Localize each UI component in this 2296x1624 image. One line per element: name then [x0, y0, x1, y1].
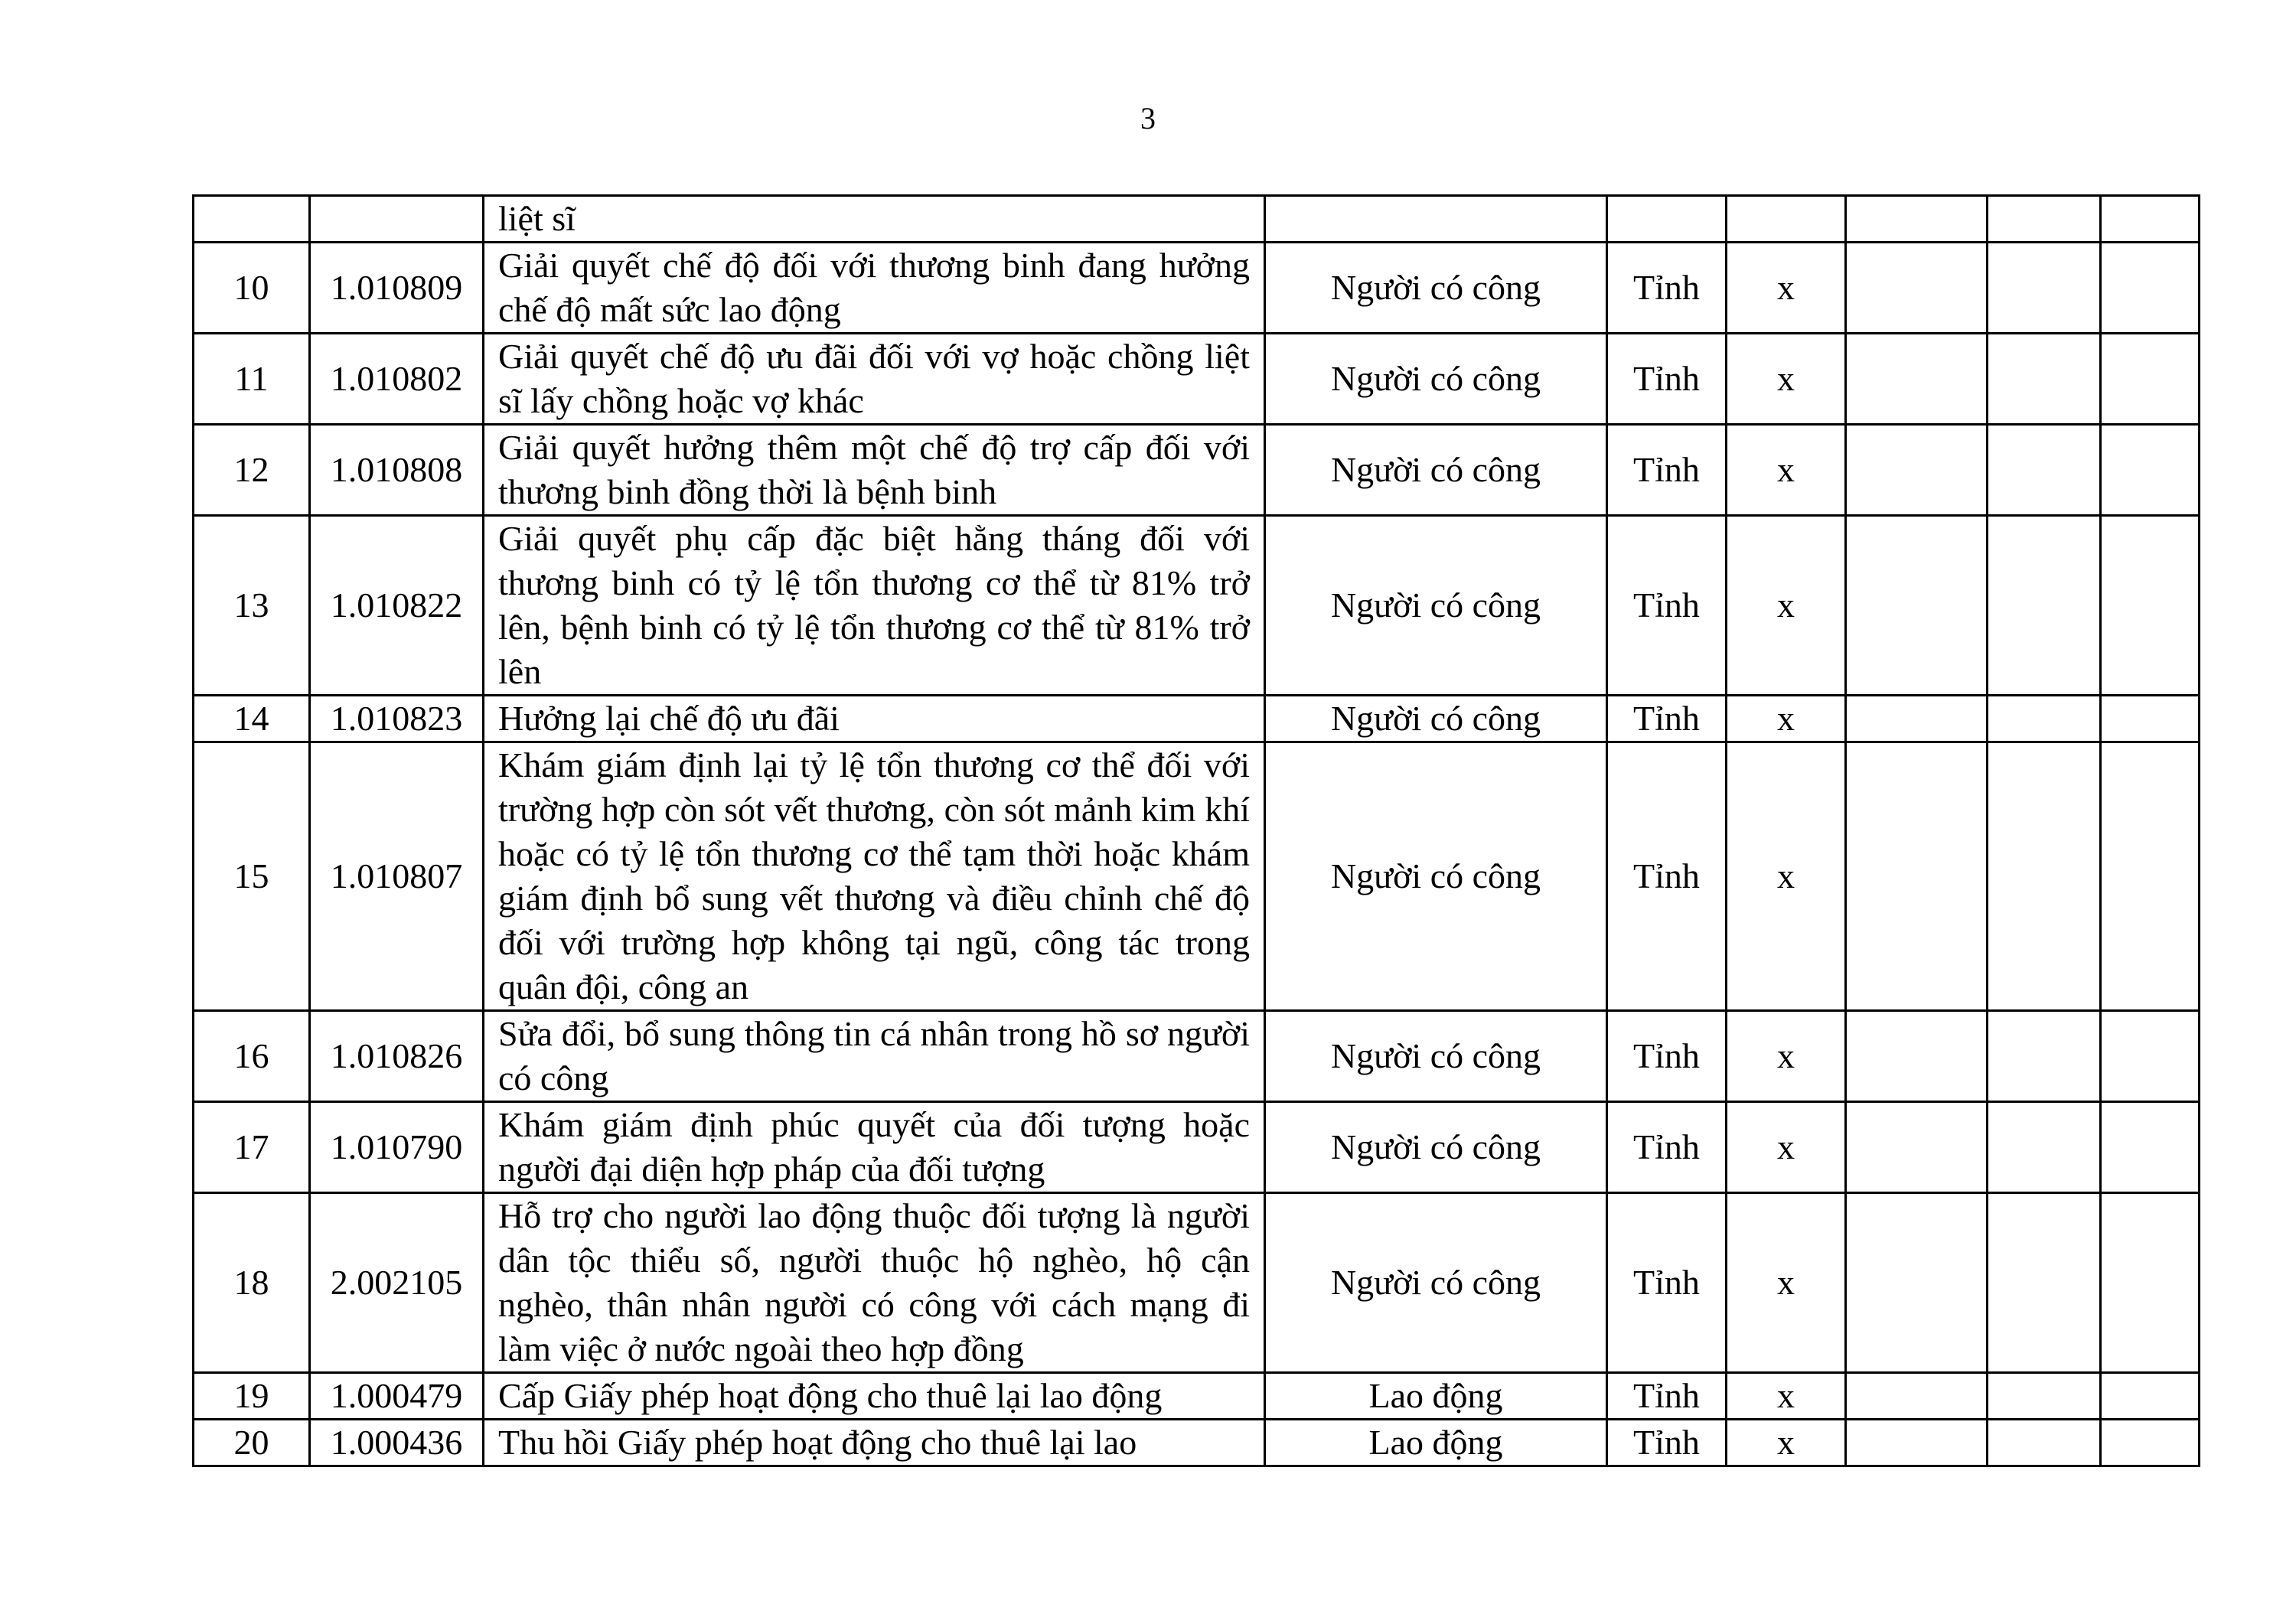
procedure-name: Giải quyết hưởng thêm một chế độ trợ cấp đối với thương binh đồng thời là bệnh binh	[484, 425, 1265, 516]
empty-cell	[2101, 1420, 2200, 1466]
procedure-code: 1.010808	[310, 425, 484, 516]
procedure-name: Thu hồi Giấy phép hoạt động cho thuê lại lao	[484, 1420, 1265, 1466]
row-number: 13	[194, 516, 310, 696]
empty-cell	[2101, 1373, 2200, 1420]
procedure-mark: x	[1727, 1373, 1846, 1420]
empty-cell	[1846, 425, 1988, 516]
procedure-code: 1.010807	[310, 742, 484, 1011]
empty-cell	[1846, 516, 1988, 696]
empty-cell	[2101, 334, 2200, 425]
row-number: 11	[194, 334, 310, 425]
empty-cell	[1846, 196, 1988, 243]
procedure-code: 1.010802	[310, 334, 484, 425]
empty-cell	[1988, 516, 2101, 696]
procedure-mark: x	[1727, 1193, 1846, 1373]
procedure-level: Tỉnh	[1607, 425, 1727, 516]
procedure-name: liệt sĩ	[484, 196, 1265, 243]
procedure-name: Giải quyết chế độ đối với thương binh đang hưởng chế độ mất sức lao động	[484, 243, 1265, 334]
procedure-code: 1.000479	[310, 1373, 484, 1420]
empty-cell	[1988, 696, 2101, 742]
table-row	[194, 696, 2200, 742]
procedure-code: 1.010822	[310, 516, 484, 696]
procedure-code: 1.010826	[310, 1011, 484, 1102]
procedure-code: 1.010823	[310, 696, 484, 742]
procedure-field: Người có công	[1265, 696, 1607, 742]
procedure-name: Cấp Giấy phép hoạt động cho thuê lại lao động	[484, 1373, 1265, 1420]
procedure-name: Giải quyết chế độ ưu đãi đối với vợ hoặc chồng liệt sĩ lấy chồng hoặc vợ khác	[484, 334, 1265, 425]
row-number: 16	[194, 1011, 310, 1102]
procedure-level: Tỉnh	[1607, 1193, 1727, 1373]
procedure-field: Người có công	[1265, 425, 1607, 516]
empty-cell	[2101, 516, 2200, 696]
row-number: 14	[194, 696, 310, 742]
empty-cell	[1846, 243, 1988, 334]
procedure-code	[310, 196, 484, 243]
procedure-mark: x	[1727, 516, 1846, 696]
empty-cell	[1988, 1193, 2101, 1373]
row-number: 17	[194, 1102, 310, 1193]
procedure-mark: x	[1727, 1420, 1846, 1466]
empty-cell	[1846, 696, 1988, 742]
procedure-mark	[1727, 196, 1846, 243]
procedure-level: Tỉnh	[1607, 1102, 1727, 1193]
empty-cell	[1988, 1011, 2101, 1102]
empty-cell	[1988, 1373, 2101, 1420]
table-row	[194, 1373, 2200, 1420]
procedure-level: Tỉnh	[1607, 334, 1727, 425]
empty-cell	[1988, 425, 2101, 516]
procedure-table-body	[194, 196, 2200, 1466]
empty-cell	[1988, 196, 2101, 243]
empty-cell	[1988, 243, 2101, 334]
procedure-mark: x	[1727, 1102, 1846, 1193]
empty-cell	[1846, 1373, 1988, 1420]
row-number: 20	[194, 1420, 310, 1466]
procedure-field: Lao động	[1265, 1420, 1607, 1466]
row-number: 12	[194, 425, 310, 516]
empty-cell	[1988, 742, 2101, 1011]
procedure-mark: x	[1727, 243, 1846, 334]
page-number: 3	[1140, 101, 1156, 135]
table-row	[194, 425, 2200, 516]
empty-cell	[1846, 1193, 1988, 1373]
procedure-field: Người có công	[1265, 516, 1607, 696]
empty-cell	[1846, 1011, 1988, 1102]
procedure-name: Khám giám định lại tỷ lệ tổn thương cơ thể đối với trường hợp còn sót vết thương, còn sót mảnh kim khí hoặc có tỷ lệ tổn thương cơ thể tạm thời hoặc khám giám định bổ sung vết thương và điều chỉnh chế độ đối với trường hợp không tại ngũ, công tác trong quân đội, công an	[484, 742, 1265, 1011]
table-row	[194, 243, 2200, 334]
table-row	[194, 334, 2200, 425]
empty-cell	[2101, 425, 2200, 516]
empty-cell	[1988, 334, 2101, 425]
procedure-level: Tỉnh	[1607, 742, 1727, 1011]
procedure-level: Tỉnh	[1607, 516, 1727, 696]
procedure-field: Người có công	[1265, 243, 1607, 334]
empty-cell	[1846, 1420, 1988, 1466]
table-row	[194, 1011, 2200, 1102]
row-number: 15	[194, 742, 310, 1011]
row-number: 18	[194, 1193, 310, 1373]
table-row	[194, 742, 2200, 1011]
empty-cell	[1846, 334, 1988, 425]
procedure-field: Người có công	[1265, 334, 1607, 425]
procedure-code: 1.010809	[310, 243, 484, 334]
procedure-name: Hỗ trợ cho người lao động thuộc đối tượng là người dân tộc thiểu số, người thuộc hộ nghèo, hộ cận nghèo, thân nhân người có công với cách mạng đi làm việc ở nước ngoài theo hợp đồng	[484, 1193, 1265, 1373]
procedure-mark: x	[1727, 1011, 1846, 1102]
procedure-mark: x	[1727, 696, 1846, 742]
empty-cell	[2101, 1193, 2200, 1373]
procedure-field	[1265, 196, 1607, 243]
table-row	[194, 1193, 2200, 1373]
empty-cell	[2101, 1102, 2200, 1193]
procedure-level: Tỉnh	[1607, 1420, 1727, 1466]
procedure-code: 1.000436	[310, 1420, 484, 1466]
procedure-level: Tỉnh	[1607, 696, 1727, 742]
procedure-mark: x	[1727, 334, 1846, 425]
empty-cell	[1846, 742, 1988, 1011]
empty-cell	[2101, 742, 2200, 1011]
procedure-field: Lao động	[1265, 1373, 1607, 1420]
table-row	[194, 1102, 2200, 1193]
procedure-name: Khám giám định phúc quyết của đối tượng hoặc người đại diện hợp pháp của đối tượng	[484, 1102, 1265, 1193]
procedure-code: 1.010790	[310, 1102, 484, 1193]
procedure-name: Sửa đổi, bổ sung thông tin cá nhân trong hồ sơ người có công	[484, 1011, 1265, 1102]
procedure-level: Tỉnh	[1607, 1011, 1727, 1102]
procedure-level	[1607, 196, 1727, 243]
procedure-name: Giải quyết phụ cấp đặc biệt hằng tháng đối với thương binh có tỷ lệ tổn thương cơ thể từ 81% trở lên, bệnh binh có tỷ lệ tổn thương cơ thể từ 81% trở lên	[484, 516, 1265, 696]
row-number: 10	[194, 243, 310, 334]
empty-cell	[2101, 1011, 2200, 1102]
procedure-level: Tỉnh	[1607, 243, 1727, 334]
empty-cell	[1988, 1420, 2101, 1466]
empty-cell	[2101, 196, 2200, 243]
procedure-field: Người có công	[1265, 1193, 1607, 1373]
procedure-field: Người có công	[1265, 742, 1607, 1011]
empty-cell	[1846, 1102, 1988, 1193]
procedure-field: Người có công	[1265, 1011, 1607, 1102]
row-number: 19	[194, 1373, 310, 1420]
empty-cell	[1988, 1102, 2101, 1193]
procedure-mark: x	[1727, 425, 1846, 516]
empty-cell	[2101, 696, 2200, 742]
procedure-code: 2.002105	[310, 1193, 484, 1373]
procedure-level: Tỉnh	[1607, 1373, 1727, 1420]
procedure-field: Người có công	[1265, 1102, 1607, 1193]
procedure-name: Hưởng lại chế độ ưu đãi	[484, 696, 1265, 742]
procedure-mark: x	[1727, 742, 1846, 1011]
table-row	[194, 1420, 2200, 1466]
table-row	[194, 516, 2200, 696]
procedure-table	[192, 194, 2200, 1467]
row-number	[194, 196, 310, 243]
empty-cell	[2101, 243, 2200, 334]
table-row	[194, 196, 2200, 243]
